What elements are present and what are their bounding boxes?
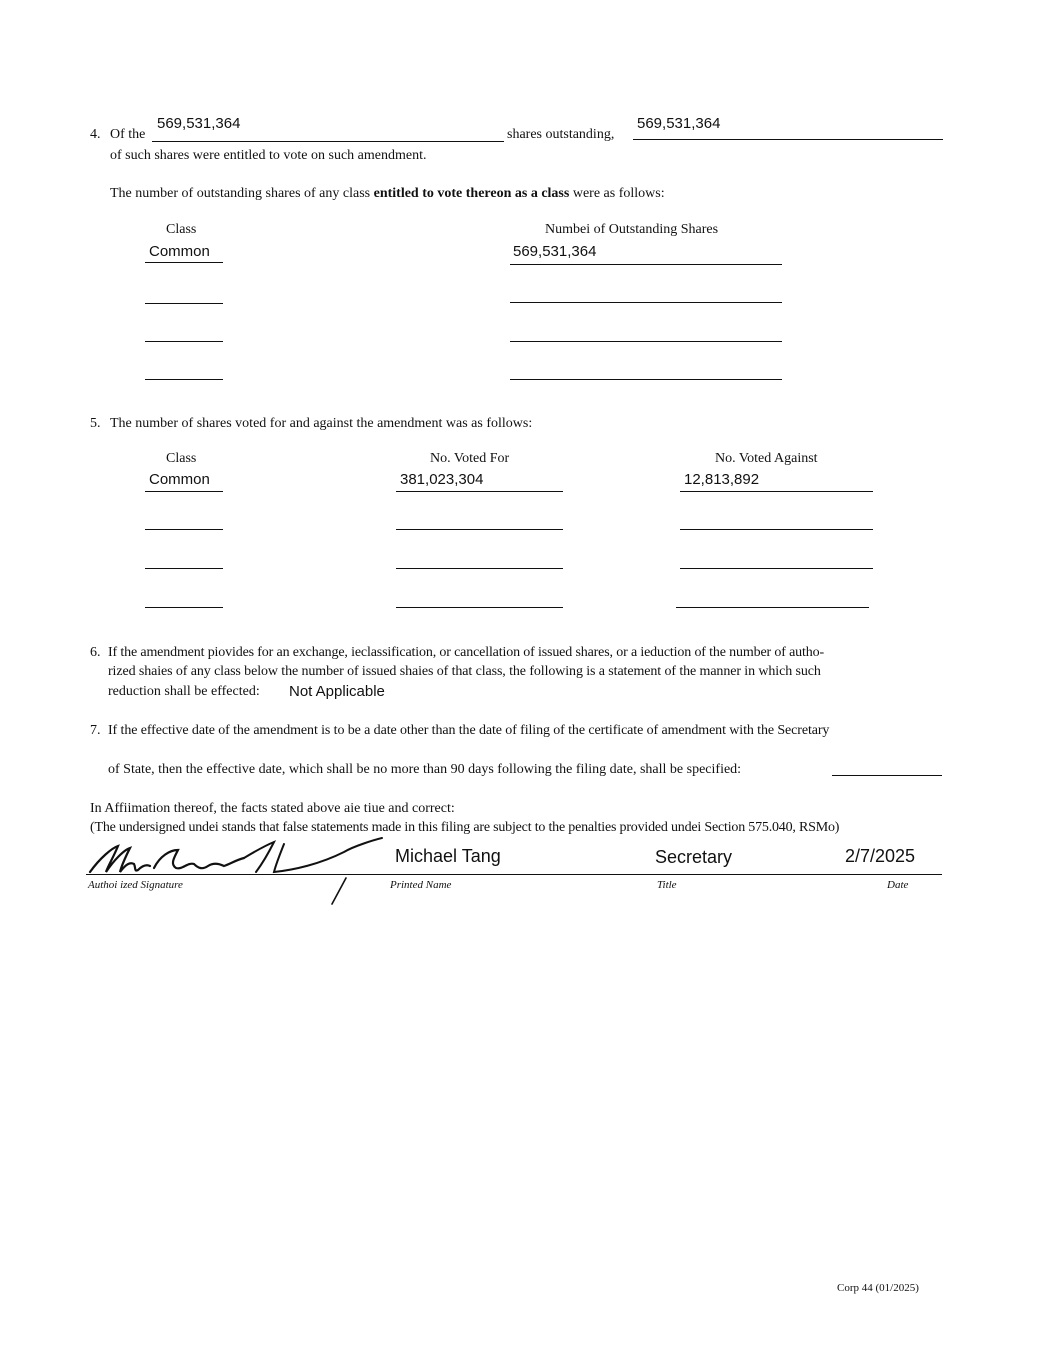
blank-line	[145, 529, 223, 530]
item6-line2: rized shaies of any class below the number of issued shaies of that class, the following is a statement of the manner in which such	[108, 664, 821, 679]
item6-number: 6.	[90, 645, 101, 660]
blank-line	[145, 379, 223, 380]
handwritten-signature	[84, 834, 384, 906]
blank-line	[145, 262, 223, 263]
item6-line1: If the amendment piovides for an exchange, ieclassification, or cancellation of issued shares, or a ieduction of the number of autho-	[108, 645, 824, 660]
blank-line	[510, 341, 782, 342]
caption-signature: Authoi ized Signature	[88, 879, 183, 891]
blank-line	[396, 529, 563, 530]
col-outstanding-header: Numbei of Outstanding Shares	[545, 222, 719, 237]
votes-intro: The number of shares voted for and against the amendment was as follows:	[110, 416, 533, 431]
signer-title: Secretary	[655, 847, 733, 867]
blank-line	[396, 607, 563, 608]
entitled-value: 569,531,364	[637, 115, 721, 132]
signature-line	[86, 874, 942, 875]
blank-line	[145, 491, 223, 492]
reduction-answer: Not Applicable	[289, 683, 385, 700]
outstanding-value: 569,531,364	[513, 243, 597, 260]
caption-date: Date	[887, 879, 909, 891]
blank-line	[510, 264, 782, 265]
vote-class-value: Common	[149, 471, 210, 488]
entitled-line	[633, 139, 943, 140]
voted-for-value: 381,023,304	[400, 471, 484, 488]
blank-line	[145, 303, 223, 304]
col-class-header: Class	[166, 222, 197, 237]
blank-line	[510, 379, 782, 380]
blank-line	[680, 568, 873, 569]
signed-date: 2/7/2025	[845, 846, 916, 866]
blank-line	[676, 607, 869, 608]
item4-of-the: Of the	[110, 127, 146, 142]
effective-date-line	[832, 775, 942, 776]
affirmation-line1: In Affiimation thereof, the facts stated above aie tiue and correct:	[90, 801, 455, 816]
entitled-text: of such shares were entitled to vote on such amendment.	[110, 148, 427, 163]
blank-line	[680, 529, 873, 530]
blank-line	[680, 491, 873, 492]
col-class-header-2: Class	[166, 451, 197, 466]
blank-line	[396, 568, 563, 569]
affirmation-line2: (The undersigned undei stands that false statements made in this filing are subject to the penalties provided undei Section 575.040, RSMo)	[90, 820, 840, 835]
voted-against-value: 12,813,892	[684, 471, 760, 488]
shares-value: 569,531,364	[157, 115, 241, 132]
shares-line	[152, 141, 504, 142]
blank-line	[510, 302, 782, 303]
item7-line2: of State, then the effective date, which shall be no more than 90 days following the filing date, shall be specified:	[108, 762, 742, 777]
class-value: Common	[149, 243, 210, 260]
item7-number: 7.	[90, 723, 101, 738]
item5-number: 5.	[90, 416, 101, 431]
shares-outstanding-label: shares outstanding,	[507, 127, 615, 142]
caption-printed-name: Printed Name	[390, 879, 452, 891]
col-for-header: No. Voted For	[430, 451, 510, 466]
blank-line	[145, 341, 223, 342]
caption-title: Title	[657, 879, 677, 891]
blank-line	[396, 491, 563, 492]
blank-line	[145, 607, 223, 608]
item6-line3: reduction shall be effected:	[108, 684, 260, 699]
class-intro: The number of outstanding shares of any class entitled to vote thereon as a class were as follows:	[110, 186, 665, 201]
col-against-header: No. Voted Against	[715, 451, 818, 466]
blank-line	[145, 568, 223, 569]
form-id: Corp 44 (01/2025)	[837, 1282, 919, 1294]
printed-name: Michael Tang	[395, 846, 501, 866]
item4-number: 4.	[90, 127, 101, 142]
item7-line1: If the effective date of the amendment is to be a date other than the date of filing of the certificate of amendment with the Secretary	[108, 723, 830, 738]
